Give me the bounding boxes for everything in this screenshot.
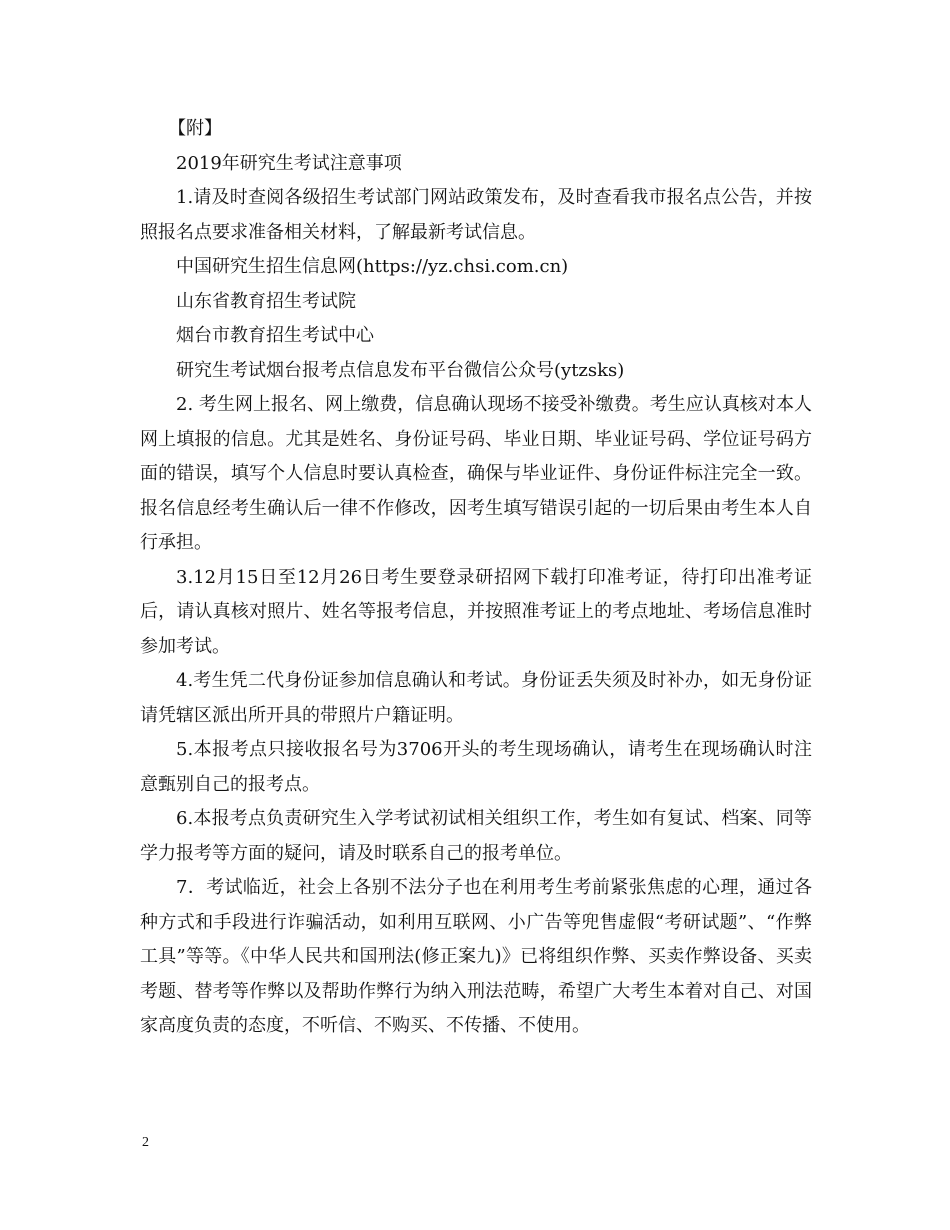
appendix-label: 【附】 [168,118,222,139]
document-title: 2019年研究生考试注意事项 [176,152,402,174]
notice-item-2: 2. 考生网上报名、网上缴费，信息确认现场不接受补缴费。考生应认真核对本人网上填报的信息。尤其是姓名、身份证号码、毕业日期、毕业证号码、学位证号码方面的错误，填写个人信息时要认真检查，确保与毕业证件、身份证件标注完全一致。报名信息经考生确认后一律不作修改，因考生填写错误引起的一切后果由考生本人自行承担。 [140,394,812,553]
document-body [140,112,812,1044]
notice-item-3: 3.12月15日至12月26日考生要登录研招网下载打印准考证，待打印出准考证后，请认真核对照片、姓名等报考信息，并按照准考证上的考点地址、考场信息准时参加考试。 [140,566,812,657]
website-shandong-exam-institute: 山东省教育招生考试院 [176,290,356,312]
notice-item-6: 6.本报考点负责研究生入学考试初试相关组织工作，考生如有复试、档案、同等学力报考等方面的疑问，请及时联系自己的报考单位。 [140,808,812,864]
notice-item-1: 1.请及时查阅各级招生考试部门网站政策发布，及时查看我市报名点公告，并按照报名点要求准备相关材料，了解最新考试信息。 [140,187,812,243]
notice-item-7: 7．考试临近，社会上各别不法分子也在利用考生考前紧张焦虑的心理，通过各种方式和手段进行诈骗活动，如利用互联网、小广告等兜售虚假“考研试题”、“作弊工具”等等。《中华人民共和国刑法(修正案九)》已将组织作弊、买卖作弊设备、买卖考题、替考等作弊以及帮助作弊行为纳入刑法范畴，希望广大考生本着对自己、对国家高度负责的态度，不听信、不购买、不传播、不使用。 [140,877,812,1036]
notice-item-4: 4.考生凭二代身份证参加信息确认和考试。身份证丢失须及时补办，如无身份证请凭辖区派出所开具的带照片户籍证明。 [140,670,812,726]
wechat-public-account: 研究生考试烟台报考点信息发布平台微信公众号(ytzsks) [176,359,625,381]
page-number: 2 [142,1135,149,1150]
website-yantai-exam-center: 烟台市教育招生考试中心 [176,325,374,346]
notice-item-5: 5.本报考点只接收报名号为3706开头的考生现场确认，请考生在现场确认时注意甄别自己的报考点。 [140,739,812,795]
website-chsi: 中国研究生招生信息网(https://yz.chsi.com.cn) [176,256,569,277]
